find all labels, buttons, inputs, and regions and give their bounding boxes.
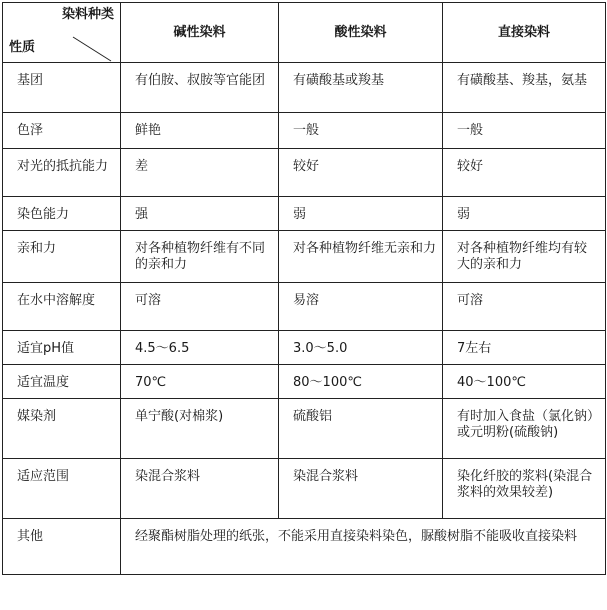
table-cell: 弱 — [279, 197, 443, 231]
row-label: 适宜温度 — [3, 365, 121, 399]
table-cell: 单宁酸(对棉浆) — [121, 399, 279, 459]
column-header-acid-dye: 酸性染料 — [279, 3, 443, 63]
row-label: 其他 — [3, 519, 121, 575]
table-cell: 70℃ — [121, 365, 279, 399]
table-row — [3, 113, 606, 149]
table-cell: 有伯胺、叔胺等官能团 — [121, 63, 279, 113]
table-cell: 有磺酸基或羧基 — [279, 63, 443, 113]
table-cell: 对各种植物纤维均有较大的亲和力 — [443, 231, 606, 283]
table-cell: 易溶 — [279, 283, 443, 331]
table-row — [3, 365, 606, 399]
header-corner-cell — [3, 3, 121, 63]
table-cell: 弱 — [443, 197, 606, 231]
table-cell: 一般 — [279, 113, 443, 149]
table-cell: 有时加入食盐（氯化钠）或元明粉(硫酸钠) — [443, 399, 606, 459]
table-cell: 较好 — [279, 149, 443, 197]
table-row — [3, 231, 606, 283]
table-cell: 差 — [121, 149, 279, 197]
row-label: 染色能力 — [3, 197, 121, 231]
row-label: 在水中溶解度 — [3, 283, 121, 331]
table-row — [3, 63, 606, 113]
table-row — [3, 283, 606, 331]
row-label: 适宜pH值 — [3, 331, 121, 365]
table-cell: 鲜艳 — [121, 113, 279, 149]
table-cell: 3.0～5.0 — [279, 331, 443, 365]
table-cell: 强 — [121, 197, 279, 231]
table-cell: 4.5～6.5 — [121, 331, 279, 365]
table-cell: 可溶 — [121, 283, 279, 331]
corner-label-dye-type: 染料种类 — [61, 7, 114, 22]
row-label: 亲和力 — [3, 231, 121, 283]
table-cell: 较好 — [443, 149, 606, 197]
table-cell: 一般 — [443, 113, 606, 149]
corner-label-property: 性质 — [9, 40, 36, 55]
table-row — [3, 197, 606, 231]
table-cell: 染混合浆料 — [121, 459, 279, 519]
row-label: 对光的抵抗能力 — [3, 149, 121, 197]
table-row — [3, 331, 606, 365]
table-row — [3, 399, 606, 459]
row-label: 适应范围 — [3, 459, 121, 519]
table-cell: 染混合浆料 — [279, 459, 443, 519]
table-cell: 可溶 — [443, 283, 606, 331]
table-cell: 40～100℃ — [443, 365, 606, 399]
dye-properties-table — [2, 2, 606, 575]
table-row-other — [3, 519, 606, 575]
row-label: 基团 — [3, 63, 121, 113]
row-label: 媒染剂 — [3, 399, 121, 459]
column-header-basic-dye: 碱性染料 — [121, 3, 279, 63]
table-cell: 硫酸铝 — [279, 399, 443, 459]
row-label: 色泽 — [3, 113, 121, 149]
table-cell: 对各种植物纤维无亲和力 — [279, 231, 443, 283]
column-header-direct-dye: 直接染料 — [443, 3, 606, 63]
table-row — [3, 149, 606, 197]
table-cell: 对各种植物纤维有不同的亲和力 — [121, 231, 279, 283]
other-note-cell: 经聚酯树脂处理的纸张，不能采用直接染料染色，脲酸树脂不能吸收直接染料 — [121, 519, 606, 575]
table-cell: 7左右 — [443, 331, 606, 365]
table-row — [3, 459, 606, 519]
table-cell: 80～100℃ — [279, 365, 443, 399]
table-cell: 染化纤胶的浆料(染混合浆料的效果较差) — [443, 459, 606, 519]
header-row — [3, 3, 606, 63]
table-cell: 有磺酸基、羧基，氨基 — [443, 63, 606, 113]
